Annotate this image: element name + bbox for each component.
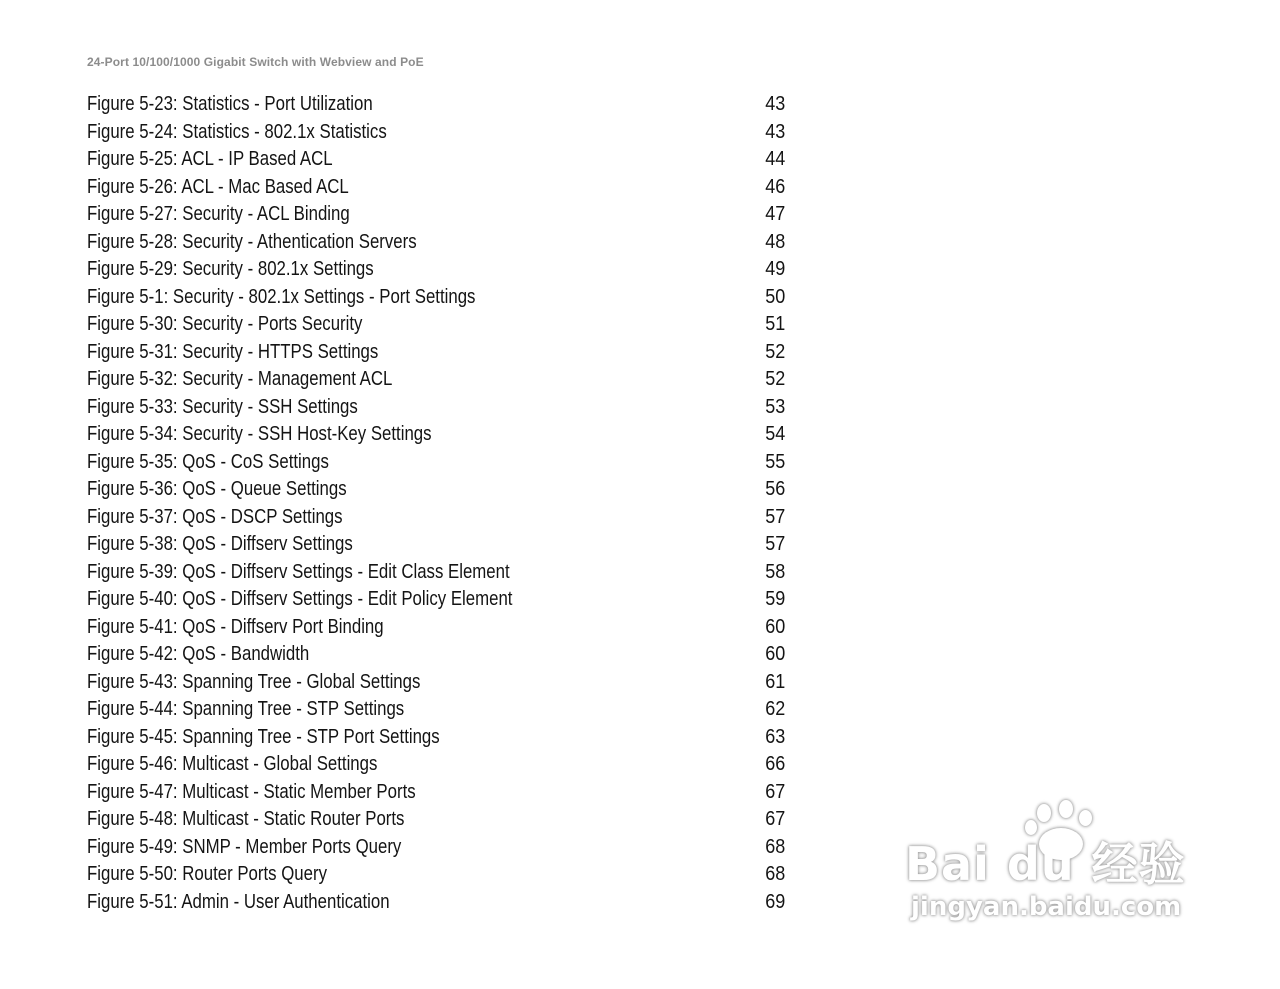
figure-title: Figure 5-37: QoS - DSCP Settings bbox=[87, 505, 343, 528]
figure-page-number: 48 bbox=[764, 230, 785, 253]
figure-page-number: 47 bbox=[764, 203, 785, 225]
figure-title: Figure 5-40: QoS - Diffserv Settings - Edit Policy Element bbox=[87, 588, 513, 610]
figure-row bbox=[87, 394, 787, 422]
figure-page-number: 51 bbox=[764, 313, 785, 335]
figure-row bbox=[87, 146, 787, 174]
figure-title: Figure 5-44: Spanning Tree - STP Settings bbox=[87, 698, 405, 720]
figure-row bbox=[87, 91, 787, 119]
figure-page-number: 50 bbox=[764, 285, 785, 308]
figure-page-number: 53 bbox=[764, 395, 785, 418]
figure-page-number: 57 bbox=[764, 533, 785, 555]
figure-page-number: 55 bbox=[764, 450, 785, 473]
figure-page-number: 54 bbox=[764, 423, 785, 445]
figure-title: Figure 5-43: Spanning Tree - Global Settings bbox=[87, 670, 421, 693]
figure-page-number: 52 bbox=[764, 368, 785, 390]
figure-page-number: 62 bbox=[764, 698, 785, 720]
figure-title: Figure 5-47: Multicast - Static Member Ports bbox=[87, 780, 416, 803]
figure-page-number: 46 bbox=[764, 175, 785, 198]
figure-page-number: 69 bbox=[764, 890, 785, 913]
figure-row bbox=[87, 751, 787, 779]
figure-row bbox=[87, 366, 787, 394]
figure-row bbox=[87, 669, 787, 697]
figure-row bbox=[87, 614, 787, 642]
figure-page-number: 43 bbox=[764, 93, 785, 115]
figure-row bbox=[87, 256, 787, 284]
figure-row bbox=[87, 586, 787, 614]
figure-row bbox=[87, 119, 787, 147]
document-header: 24-Port 10/100/1000 Gigabit Switch with Webview and PoE bbox=[87, 55, 424, 69]
figure-title: Figure 5-31: Security - HTTPS Settings bbox=[87, 340, 379, 363]
figure-row bbox=[87, 806, 787, 834]
figure-page-number: 52 bbox=[764, 340, 785, 363]
figure-title: Figure 5-1: Security - 802.1x Settings - Port Settings bbox=[87, 285, 476, 308]
figure-title: Figure 5-25: ACL - IP Based ACL bbox=[87, 148, 333, 170]
figure-page-number: 68 bbox=[764, 835, 785, 858]
figure-row bbox=[87, 339, 787, 367]
figure-row bbox=[87, 861, 787, 889]
figure-page-number: 66 bbox=[764, 753, 785, 775]
figure-page-number: 58 bbox=[764, 560, 785, 583]
figure-row bbox=[87, 421, 787, 449]
figure-title: Figure 5-49: SNMP - Member Ports Query bbox=[87, 835, 402, 858]
figure-page-number: 67 bbox=[764, 780, 785, 803]
figure-title: Figure 5-38: QoS - Diffserv Settings bbox=[87, 533, 353, 555]
figure-title: Figure 5-28: Security - Athentication Servers bbox=[87, 230, 417, 253]
figure-row bbox=[87, 724, 787, 752]
figure-page-number: 60 bbox=[764, 643, 785, 665]
figure-row bbox=[87, 311, 787, 339]
figure-page-number: 60 bbox=[764, 615, 785, 638]
figure-page-number: 57 bbox=[764, 505, 785, 528]
figure-title: Figure 5-33: Security - SSH Settings bbox=[87, 395, 358, 418]
figure-title: Figure 5-35: QoS - CoS Settings bbox=[87, 450, 329, 473]
figure-title: Figure 5-27: Security - ACL Binding bbox=[87, 203, 350, 225]
figure-row bbox=[87, 504, 787, 532]
figure-title: Figure 5-45: Spanning Tree - STP Port Settings bbox=[87, 725, 440, 748]
figure-row bbox=[87, 559, 787, 587]
figure-title: Figure 5-36: QoS - Queue Settings bbox=[87, 478, 347, 500]
watermark-logo: Bai du 经验 bbox=[905, 837, 1186, 891]
figure-title: Figure 5-29: Security - 802.1x Settings bbox=[87, 258, 374, 280]
figure-row bbox=[87, 531, 787, 559]
figure-row bbox=[87, 284, 787, 312]
figure-title: Figure 5-41: QoS - Diffserv Port Binding bbox=[87, 615, 384, 638]
figure-title: Figure 5-34: Security - SSH Host-Key Settings bbox=[87, 423, 432, 445]
figure-row bbox=[87, 201, 787, 229]
figure-page-number: 43 bbox=[764, 120, 785, 143]
figure-title: Figure 5-39: QoS - Diffserv Settings - Edit Class Element bbox=[87, 560, 510, 583]
figure-page-number: 59 bbox=[764, 588, 785, 610]
figure-page-number: 68 bbox=[764, 863, 785, 885]
figure-title: Figure 5-42: QoS - Bandwidth bbox=[87, 643, 310, 665]
figure-title: Figure 5-46: Multicast - Global Settings bbox=[87, 753, 378, 775]
figure-row bbox=[87, 641, 787, 669]
figure-title: Figure 5-30: Security - Ports Security bbox=[87, 313, 363, 335]
figure-title: Figure 5-26: ACL - Mac Based ACL bbox=[87, 175, 349, 198]
figure-page-number: 63 bbox=[764, 725, 785, 748]
figure-page-number: 67 bbox=[764, 808, 785, 830]
watermark bbox=[905, 800, 1215, 950]
figure-title: Figure 5-48: Multicast - Static Router Ports bbox=[87, 808, 405, 830]
figure-row bbox=[87, 834, 787, 862]
figure-title: Figure 5-50: Router Ports Query bbox=[87, 863, 327, 885]
figure-title: Figure 5-23: Statistics - Port Utilization bbox=[87, 93, 373, 115]
watermark-url: jingyan.baidu.com bbox=[911, 892, 1182, 922]
figure-row bbox=[87, 174, 787, 202]
figure-row bbox=[87, 889, 787, 917]
figure-title: Figure 5-32: Security - Management ACL bbox=[87, 368, 393, 390]
figure-title: Figure 5-51: Admin - User Authentication bbox=[87, 890, 390, 913]
figure-row bbox=[87, 229, 787, 257]
figure-row bbox=[87, 449, 787, 477]
figure-row bbox=[87, 476, 787, 504]
figure-title: Figure 5-24: Statistics - 802.1x Statistics bbox=[87, 120, 387, 143]
figure-page-number: 56 bbox=[764, 478, 785, 500]
figure-row bbox=[87, 696, 787, 724]
figure-list bbox=[87, 91, 787, 916]
figure-page-number: 61 bbox=[764, 670, 785, 693]
figure-page-number: 49 bbox=[764, 258, 785, 280]
figure-page-number: 44 bbox=[764, 148, 785, 170]
figure-row bbox=[87, 779, 787, 807]
